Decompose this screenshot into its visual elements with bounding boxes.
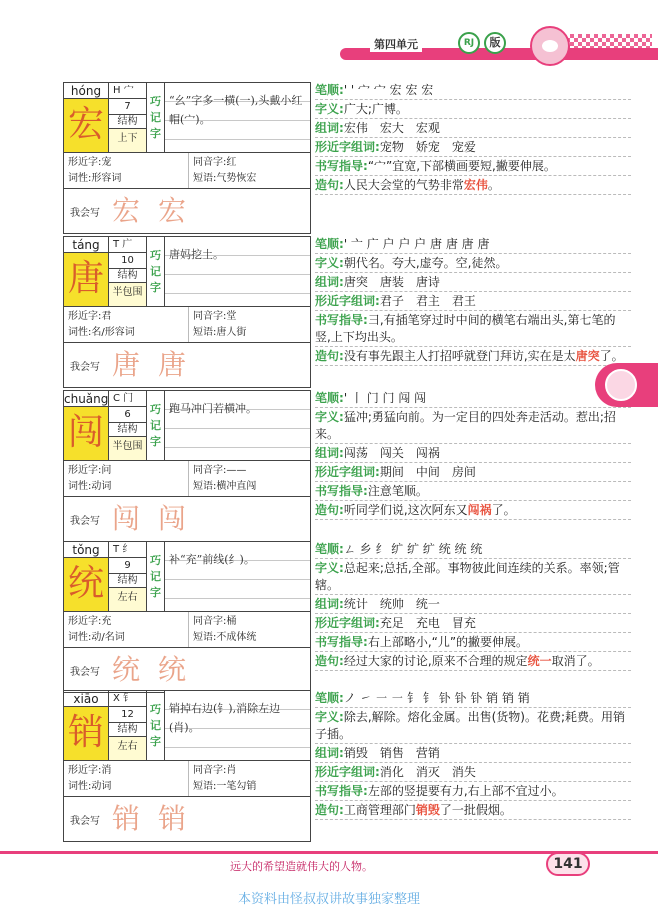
part-of-speech: 词性:动/名词: [68, 632, 125, 643]
pinyin: chuǎng: [64, 392, 109, 406]
stroke-count: 7: [109, 99, 146, 115]
phrase: 短语:一笔勾销: [193, 781, 257, 792]
similar-char: 形近字:充: [68, 616, 112, 627]
character-details: [315, 390, 631, 521]
memory-tip: 销掉右边(钅),消除左边(肖)。: [165, 691, 310, 760]
phrase: 短语:气势恢宏: [193, 173, 257, 184]
big-character: 闯: [64, 407, 108, 460]
write-label: 我会写: [70, 207, 100, 219]
memory-tip: 唐妈挖土。: [165, 237, 310, 306]
homophone: 同音字:堂: [193, 311, 237, 322]
practice-cells: [106, 343, 310, 387]
similar-word-group: 形近字组词:消化 消灭 消失: [315, 764, 631, 782]
side-tab: [595, 363, 658, 407]
write-label: 我会写: [70, 666, 100, 678]
character-card: [63, 541, 311, 693]
credit-line: 本资料由怪叔叔讲故事独家整理: [237, 892, 420, 907]
character-details: [315, 690, 631, 821]
writing-guide: 书写指导:注意笔顺。: [315, 483, 631, 501]
example-sentence: 造句:听同学们说,这次阿东又闯祸了。: [315, 502, 631, 520]
mascot-face-icon: [605, 369, 637, 401]
similar-word-group: 形近字组词:充足 充电 冒充: [315, 615, 631, 633]
stroke-order: 笔顺:' 亠 广 户 户 户 唐 唐 唐 唐: [315, 236, 631, 254]
big-character: 宏: [64, 99, 108, 152]
structure-label: 结构: [109, 115, 146, 129]
radical-line: T 广: [109, 237, 146, 253]
word-group: 组词:闯荡 闯关 闯祸: [315, 445, 631, 463]
structure-value: 上下: [109, 129, 146, 152]
practice-cell: 宏: [111, 194, 140, 227]
homophone: 同音字:肖: [193, 765, 237, 776]
memory-trick-label: 巧 记 字: [147, 691, 165, 760]
pinyin: xiāo: [64, 691, 108, 707]
phrase: 短语:不成体统: [193, 632, 257, 643]
practice-cell: 唐: [111, 348, 140, 381]
stroke-order: 笔顺:ㄥ 乡 纟 纩 纩 纩 统 统 统: [315, 541, 631, 559]
character-details: [315, 236, 631, 367]
writing-guide: 书写指导:右上部略小,“儿”的撇要伸展。: [315, 634, 631, 652]
writing-guide: 书写指导:左部的竖提要有力,右上部不宜过小。: [315, 783, 631, 801]
meaning: 字义:朝代名。夸大,虚夸。空,徒然。: [315, 255, 631, 273]
practice-cell: 统: [111, 653, 140, 686]
structure-value: 半包围: [109, 283, 146, 306]
write-label: 我会写: [70, 815, 100, 827]
radical-line: X 钅: [109, 691, 146, 707]
homophone: 同音字:红: [193, 157, 237, 168]
character-details: [315, 82, 631, 196]
character-card: [63, 390, 311, 542]
practice-cell: 统: [157, 653, 186, 686]
page-header: [0, 28, 658, 80]
similar-word-group: 形近字组词:君子 君主 君王: [315, 293, 631, 311]
practice-cell: 销: [111, 802, 140, 835]
memory-trick-label: 巧 记 字: [147, 237, 165, 306]
similar-char: 形近字:宠: [68, 157, 112, 168]
structure-value: 左右: [109, 737, 146, 760]
memory-trick-label: 巧 记 字: [147, 391, 165, 460]
word-group: 组词:唐突 唐装 唐诗: [315, 274, 631, 292]
word-group: 组词:宏伟 宏大 宏观: [315, 120, 631, 138]
homophone: 同音字:桶: [193, 616, 237, 627]
pinyin: tǒng: [64, 542, 108, 558]
radical-line: H 宀: [109, 83, 146, 99]
part-of-speech: 词性:形容词: [68, 173, 122, 184]
radical-line: C 门: [109, 391, 146, 407]
part-of-speech: 词性:动词: [68, 481, 112, 492]
phrase: 短语:唐人街: [193, 327, 247, 338]
stroke-count: 12: [109, 707, 146, 723]
write-label: 我会写: [70, 361, 100, 373]
similar-word-group: 形近字组词:宠物 娇宠 宠爱: [315, 139, 631, 157]
pinyin: táng: [64, 237, 108, 253]
big-character: 统: [64, 558, 108, 611]
structure-label: 结构: [109, 723, 146, 737]
writing-guide: 书写指导:⺕,有插笔穿过时中间的横笔右端出头,第七笔的竖,上下均出头。: [315, 312, 631, 347]
memory-trick-label: 巧 记 字: [147, 542, 165, 611]
practice-cells: [106, 648, 310, 692]
example-sentence: 造句:经过大家的讨论,原来不合理的规定统一取消了。: [315, 653, 631, 671]
similar-word-group: 形近字组词:期间 中间 房间: [315, 464, 631, 482]
practice-cell: 销: [157, 802, 186, 835]
similar-char: 形近字:君: [68, 311, 112, 322]
character-card: [63, 236, 311, 388]
meaning: 字义:猛冲;勇猛向前。为一定目的四处奔走活动。惹出;招来。: [315, 409, 631, 444]
example-sentence: 造句:工商管理部门销毁了一批假烟。: [315, 802, 631, 820]
big-character: 销: [64, 707, 108, 760]
memory-tip: 跑马冲门若横冲。: [165, 391, 310, 460]
example-sentence: 造句:人民大会堂的气势非常宏伟。: [315, 177, 631, 195]
edition-badge-rj: RJ: [458, 32, 480, 54]
page-number: 141: [546, 852, 590, 876]
practice-cells: [106, 497, 310, 541]
unit-title: 第四单元: [370, 36, 422, 52]
page-footer: [0, 848, 658, 874]
word-group: 组词:销毁 销售 营销: [315, 745, 631, 763]
structure-label: 结构: [109, 423, 146, 437]
example-sentence: 造句:没有事先跟主人打招呼就登门拜访,实在是太唐突了。: [315, 348, 631, 366]
footer-motto: 远大的希望造就伟大的人物。: [230, 860, 373, 873]
part-of-speech: 词性:动词: [68, 781, 112, 792]
write-label: 我会写: [70, 515, 100, 527]
stroke-order: 笔顺:ノ ㇀ ㇐ ㇐ 钅 钅 钋 钋 钋 销 销 销: [315, 690, 631, 708]
stroke-count: 9: [109, 558, 146, 574]
big-character: 唐: [64, 253, 108, 306]
phrase: 短语:横冲直闯: [193, 481, 257, 492]
practice-cell: 闯: [157, 502, 186, 535]
pinyin: hóng: [64, 83, 108, 99]
character-card: [63, 690, 311, 842]
structure-label: 结构: [109, 574, 146, 588]
practice-cell: 唐: [157, 348, 186, 381]
meaning: 字义:除去,解除。熔化金属。出售(货物)。花费;耗费。用销子插。: [315, 709, 631, 744]
memory-tip: “幺”字多一横(一),头戴小红帽(宀)。: [165, 83, 310, 152]
meaning: 字义:广大;广博。: [315, 101, 631, 119]
word-group: 组词:统计 统帅 统一: [315, 596, 631, 614]
radical-line: T 纟: [109, 542, 146, 558]
mascot-icon: [530, 26, 570, 66]
character-details: [315, 541, 631, 672]
structure-value: 左右: [109, 588, 146, 611]
structure-label: 结构: [109, 269, 146, 283]
structure-value: 半包围: [109, 437, 146, 460]
stroke-order: 笔顺:' 丨 门 门 闯 闯: [315, 390, 631, 408]
edition-badge-ban: 版: [484, 32, 506, 54]
similar-char: 形近字:问: [68, 465, 112, 476]
meaning: 字义:总起来;总括,全部。事物彼此间连续的关系。率领;管辖。: [315, 560, 631, 595]
practice-cells: [106, 797, 310, 841]
practice-cell: 闯: [111, 502, 140, 535]
stroke-count: 6: [109, 407, 146, 423]
memory-tip: 补“充”前线(纟)。: [165, 542, 310, 611]
stroke-count: 10: [109, 253, 146, 269]
practice-cells: [106, 189, 310, 233]
stroke-order: 笔顺:' ' 宀 宀 宏 宏 宏: [315, 82, 631, 100]
writing-guide: 书写指导:“宀”宜宽,下部横画要短,撇要伸展。: [315, 158, 631, 176]
character-card: [63, 82, 311, 234]
similar-char: 形近字:消: [68, 765, 112, 776]
part-of-speech: 词性:名/形容词: [68, 327, 135, 338]
memory-trick-label: 巧 记 字: [147, 83, 165, 152]
practice-cell: 宏: [157, 194, 186, 227]
homophone: 同音字:——: [193, 465, 247, 476]
